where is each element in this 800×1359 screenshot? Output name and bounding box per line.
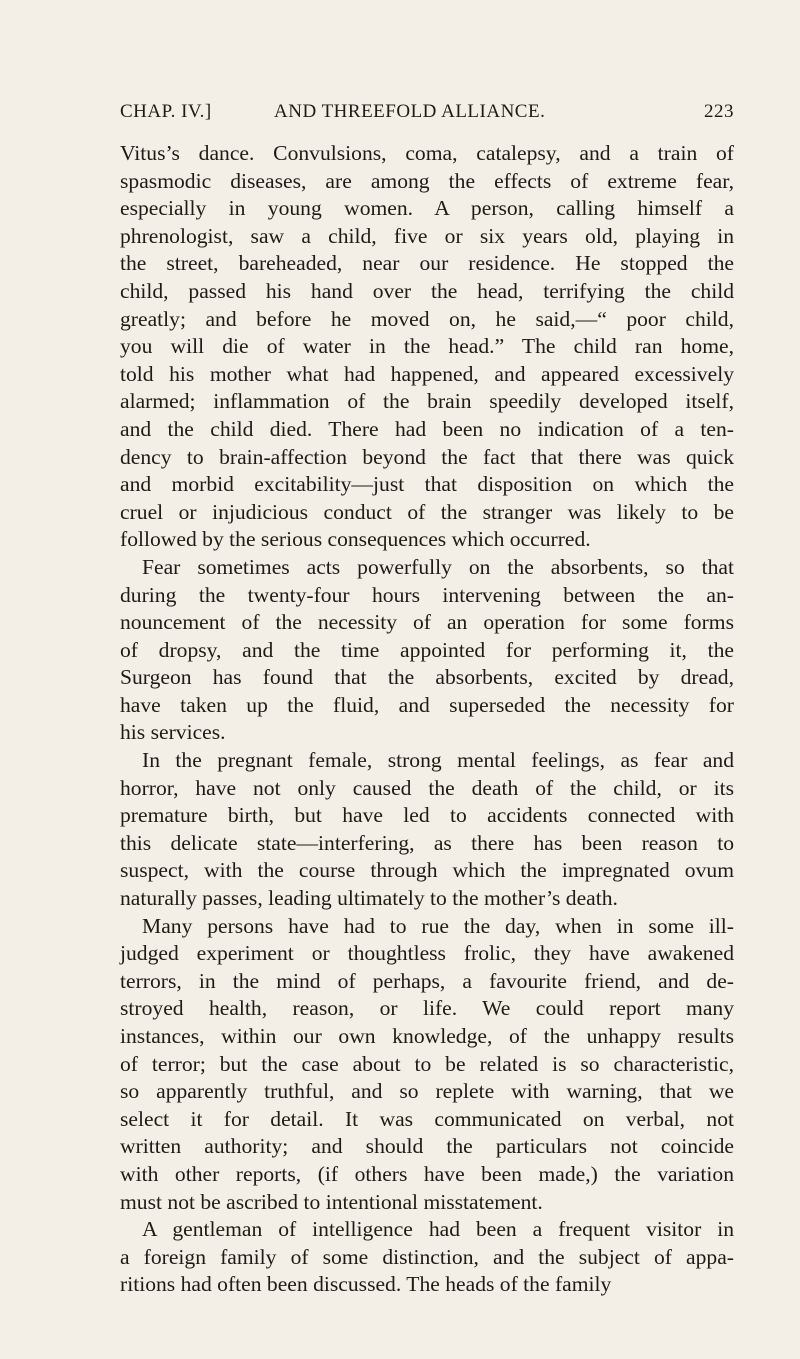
text-line: Surgeon has found that the absorbents, excited by dread, — [120, 665, 734, 690]
text-line: so apparently truthful, and so replete with warning, that we — [120, 1079, 734, 1104]
text-line: suspect, with the course through which the impregnated ovum — [120, 858, 734, 883]
text-line: dency to brain-affection beyond the fact that there was quick — [120, 444, 734, 469]
running-header — [120, 101, 734, 131]
text-line: and morbid excitability—just that disposition on which the — [120, 472, 734, 497]
text-line: during the twenty-four hours intervening between the an- — [120, 582, 734, 607]
text-line: select it for detail. It was communicated on verbal, not — [120, 1106, 734, 1131]
text-line: have taken up the fluid, and superseded the necessity for — [120, 692, 734, 717]
text-line: stroyed health, reason, or life. We could report many — [120, 996, 734, 1021]
text-line: of dropsy, and the time appointed for performing it, the — [120, 637, 734, 662]
text-line: judged experiment or thoughtless frolic, they have awakened — [120, 941, 734, 966]
text-line: this delicate state—interfering, as there has been reason to — [120, 830, 734, 855]
chapter-label: CHAP. IV.] — [120, 101, 212, 122]
text-line: ritions had often been discussed. The heads of the family — [120, 1272, 612, 1297]
running-title: AND THREEFOLD ALLIANCE. — [274, 101, 546, 122]
text-line: and the child died. There had been no indication of a ten- — [120, 416, 734, 441]
text-line: phrenologist, saw a child, five or six years old, playing in — [120, 223, 734, 248]
text-line: of terror; but the case about to be related is so characteristic, — [120, 1051, 734, 1076]
text-line: horror, have not only caused the death of the child, or its — [120, 775, 734, 800]
text-line: Many persons have had to rue the day, when in some ill- — [142, 913, 734, 938]
text-line: his services. — [120, 720, 226, 745]
text-line: child, passed his hand over the head, terrifying the child — [120, 278, 734, 303]
text-line: terrors, in the mind of perhaps, a favourite friend, and de- — [120, 968, 734, 993]
text-line: Vitus’s dance. Convulsions, coma, catalepsy, and a train of — [120, 141, 734, 165]
text-line: told his mother what had happened, and appeared excessively — [120, 361, 734, 386]
text-line: nouncement of the necessity of an operation for some forms — [120, 610, 734, 635]
text-line: alarmed; inflammation of the brain speedily developed itself, — [120, 389, 734, 414]
text-line: spasmodic diseases, are among the effects of extreme fear, — [120, 168, 734, 193]
text-line: especially in young women. A person, calling himself a — [120, 196, 734, 221]
text-line: cruel or injudicious conduct of the stranger was likely to be — [120, 499, 734, 524]
text-line: the street, bareheaded, near our residence. He stopped the — [120, 251, 734, 276]
text-line: naturally passes, leading ultimately to the mother’s death. — [120, 886, 618, 911]
text-line: written authority; and should the particulars not coincide — [120, 1134, 734, 1159]
body-text — [120, 140, 734, 1299]
text-line: instances, within our own knowledge, of the unhappy results — [120, 1024, 734, 1048]
text-line: you will die of water in the head.” The child ran home, — [120, 334, 734, 359]
text-line: greatly; and before he moved on, he said,—“ poor child, — [120, 306, 734, 331]
text-line: In the pregnant female, strong mental feelings, as fear and — [142, 748, 734, 773]
text-line: must not be ascribed to intentional misstatement. — [120, 1189, 543, 1214]
page-number: 223 — [704, 101, 734, 122]
text-line: Fear sometimes acts powerfully on the absorbents, so that — [142, 554, 734, 579]
text-line: premature birth, but have led to accidents connected with — [120, 803, 734, 828]
text-line: a foreign family of some distinction, and the subject of appa- — [120, 1244, 734, 1269]
text-line: followed by the serious consequences which occurred. — [120, 527, 591, 552]
text-line: with other reports, (if others have been made,) the variation — [120, 1161, 734, 1186]
text-line: A gentleman of intelligence had been a frequent visitor in — [142, 1217, 734, 1242]
